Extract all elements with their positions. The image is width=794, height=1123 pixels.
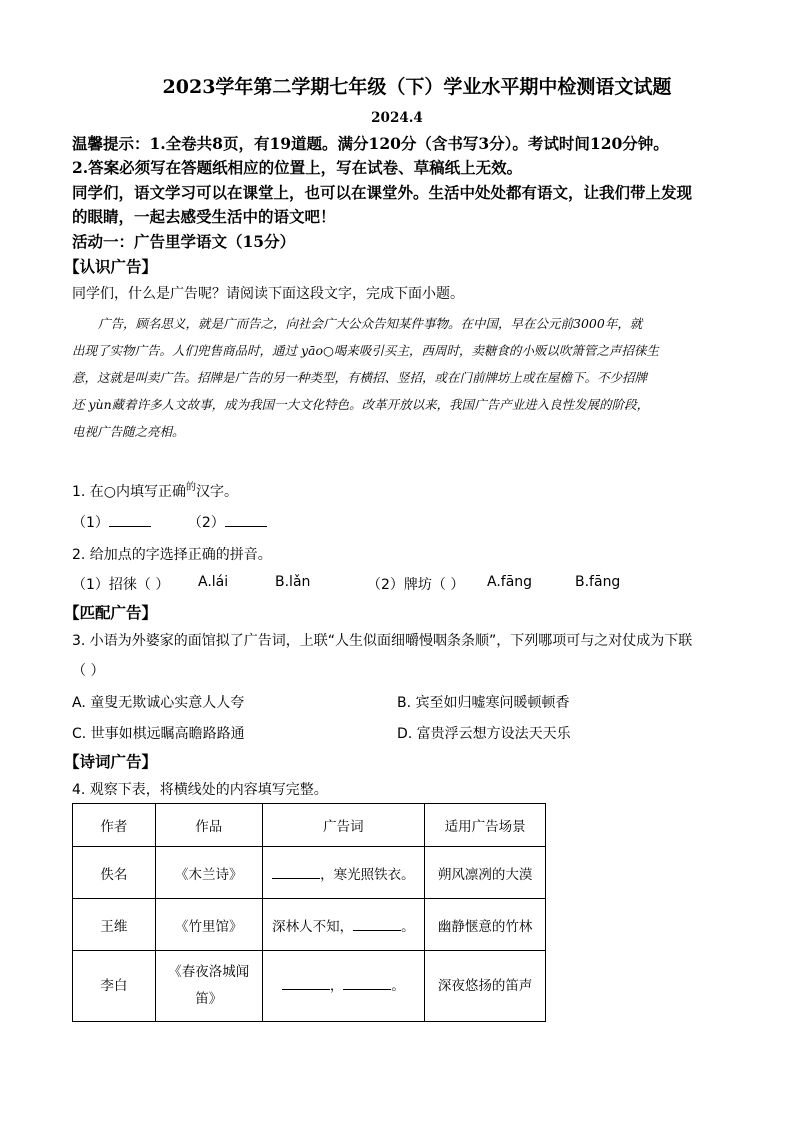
question-3-stem: 3. 小语为外婆家的面馆拟了广告词，上联“人生似面细嚼慢咽条条顺”，下列哪项可与之对仗成为下联 bbox=[72, 633, 693, 649]
work-cell: 《竹里馆》 bbox=[155, 899, 262, 951]
table-header-row bbox=[73, 804, 546, 847]
table-row bbox=[73, 899, 546, 951]
q2-part-2-option-b[interactable]: B.fāng bbox=[575, 574, 621, 590]
passage-line: 广告，顾名思义，就是广而告之，向社会广大公众告知某件事物。在中国，早在公元前3000年，就 bbox=[98, 316, 643, 331]
scene-cell: 幽静惬意的竹林 bbox=[425, 899, 546, 951]
reading-passage bbox=[72, 310, 720, 445]
passage-line: 还 yùn藏着许多人文故事，成为我国一大文化特色。改革开放以来，我国广告产业进入良性发展的阶段， bbox=[72, 397, 650, 412]
passage-line: 出现了实物广告。人们兜售商品时，通过 yāo○喝来吸引买主，西周时，卖糖食的小贩以吹箫管之声招徕生 bbox=[72, 343, 659, 358]
fill-blank[interactable] bbox=[272, 864, 320, 879]
notice-line-3: 同学们，语文学习可以在课堂上，也可以在课堂外。生活中处处都有语文，让我们带上发现 bbox=[72, 183, 693, 202]
exam-title: 2023学年第二学期七年级（下）学业水平期中检测语文试题 bbox=[162, 76, 672, 98]
q2-part-1-option-b[interactable]: B.lǎn bbox=[275, 574, 311, 590]
notice-line-4: 的眼睛，一起去感受生活中的语文吧！ bbox=[72, 207, 336, 226]
work-cell: 《春夜洛城闻 笛》 bbox=[155, 951, 262, 1022]
answer-blank-1[interactable] bbox=[109, 512, 151, 527]
ad-cell: ， 。 bbox=[262, 951, 425, 1022]
passage-line: 电视广告随之亮相。 bbox=[72, 424, 185, 439]
table-row bbox=[73, 847, 546, 899]
table-header-cell: 适用广告场景 bbox=[425, 804, 546, 847]
author-cell: 李白 bbox=[73, 951, 156, 1022]
author-cell: 王维 bbox=[73, 899, 156, 951]
question-3-paren: （ ） bbox=[72, 663, 105, 679]
fill-blank[interactable] bbox=[343, 975, 391, 990]
scene-cell: 深夜悠扬的笛声 bbox=[425, 951, 546, 1022]
section-heading-match: 【匹配广告】 bbox=[64, 603, 158, 622]
ad-cell: 深林人不知， 。 bbox=[262, 899, 425, 951]
q3-option-b[interactable]: B. 宾至如归嘘寒问暖顿顿香 bbox=[397, 695, 570, 711]
section-heading-poetry: 【诗词广告】 bbox=[64, 752, 158, 771]
activity-1-title: 活动一：广告里学语文（15分） bbox=[72, 232, 296, 251]
author-cell: 佚名 bbox=[73, 847, 156, 899]
exam-date: 2024.4 bbox=[371, 110, 423, 126]
answer-blank-2[interactable] bbox=[225, 512, 267, 527]
q2-part-2-label: （2）牌坊（ ） bbox=[367, 577, 465, 593]
question-2-stem: 2. 给加点的字选择正确的拼音。 bbox=[72, 547, 272, 563]
q2-part-1-option-a[interactable]: A.lái bbox=[198, 574, 229, 590]
q2-part-1-label: （1）招徕（ ） bbox=[72, 577, 170, 593]
fill-blank[interactable] bbox=[353, 916, 401, 931]
notice-line-2: 2.答案必须写在答题纸相应的位置上，写在试卷、草稿纸上无效。 bbox=[72, 158, 523, 177]
ad-cell: ，寒光照铁衣。 bbox=[262, 847, 425, 899]
table-header-cell: 作品 bbox=[155, 804, 262, 847]
section-heading-recognize: 【认识广告】 bbox=[64, 257, 158, 276]
table-header-cell: 作者 bbox=[73, 804, 156, 847]
q2-part-2-option-a[interactable]: A.fāng bbox=[487, 574, 533, 590]
notice-line-1: 温馨提示：1.全卷共8页，有19道题。满分120分（含书写3分）。考试时间120分钟。 bbox=[72, 134, 669, 153]
question-4-stem: 4. 观察下表，将横线处的内容填写完整。 bbox=[72, 782, 328, 798]
work-cell: 《木兰诗》 bbox=[155, 847, 262, 899]
q3-option-a[interactable]: A. 童叟无欺诚心实意人人夸 bbox=[72, 695, 245, 711]
q3-option-d[interactable]: D. 富贵浮云想方设法天天乐 bbox=[397, 726, 571, 742]
scene-cell: 朔风凛冽的大漠 bbox=[425, 847, 546, 899]
poetry-ad-table bbox=[72, 803, 546, 1022]
q3-option-c[interactable]: C. 世事如棋远瞩高瞻路路通 bbox=[72, 726, 245, 742]
question-1-stem: 1. 在○内填写正确$^的$汉字。 bbox=[72, 482, 239, 500]
passage-line: 意，这就是叫卖广告。招牌是广告的另一种类型，有横招、竖招，或在门前牌坊上或在屋檐下。不少招牌 bbox=[72, 370, 648, 385]
question-1-answers: （1） （2） bbox=[72, 512, 732, 532]
table-header-cell: 广告词 bbox=[262, 804, 425, 847]
section-intro: 同学们，什么是广告呢？请阅读下面这段文字，完成下面小题。 bbox=[72, 286, 464, 302]
fill-blank[interactable] bbox=[282, 975, 330, 990]
table-row bbox=[73, 951, 546, 1022]
